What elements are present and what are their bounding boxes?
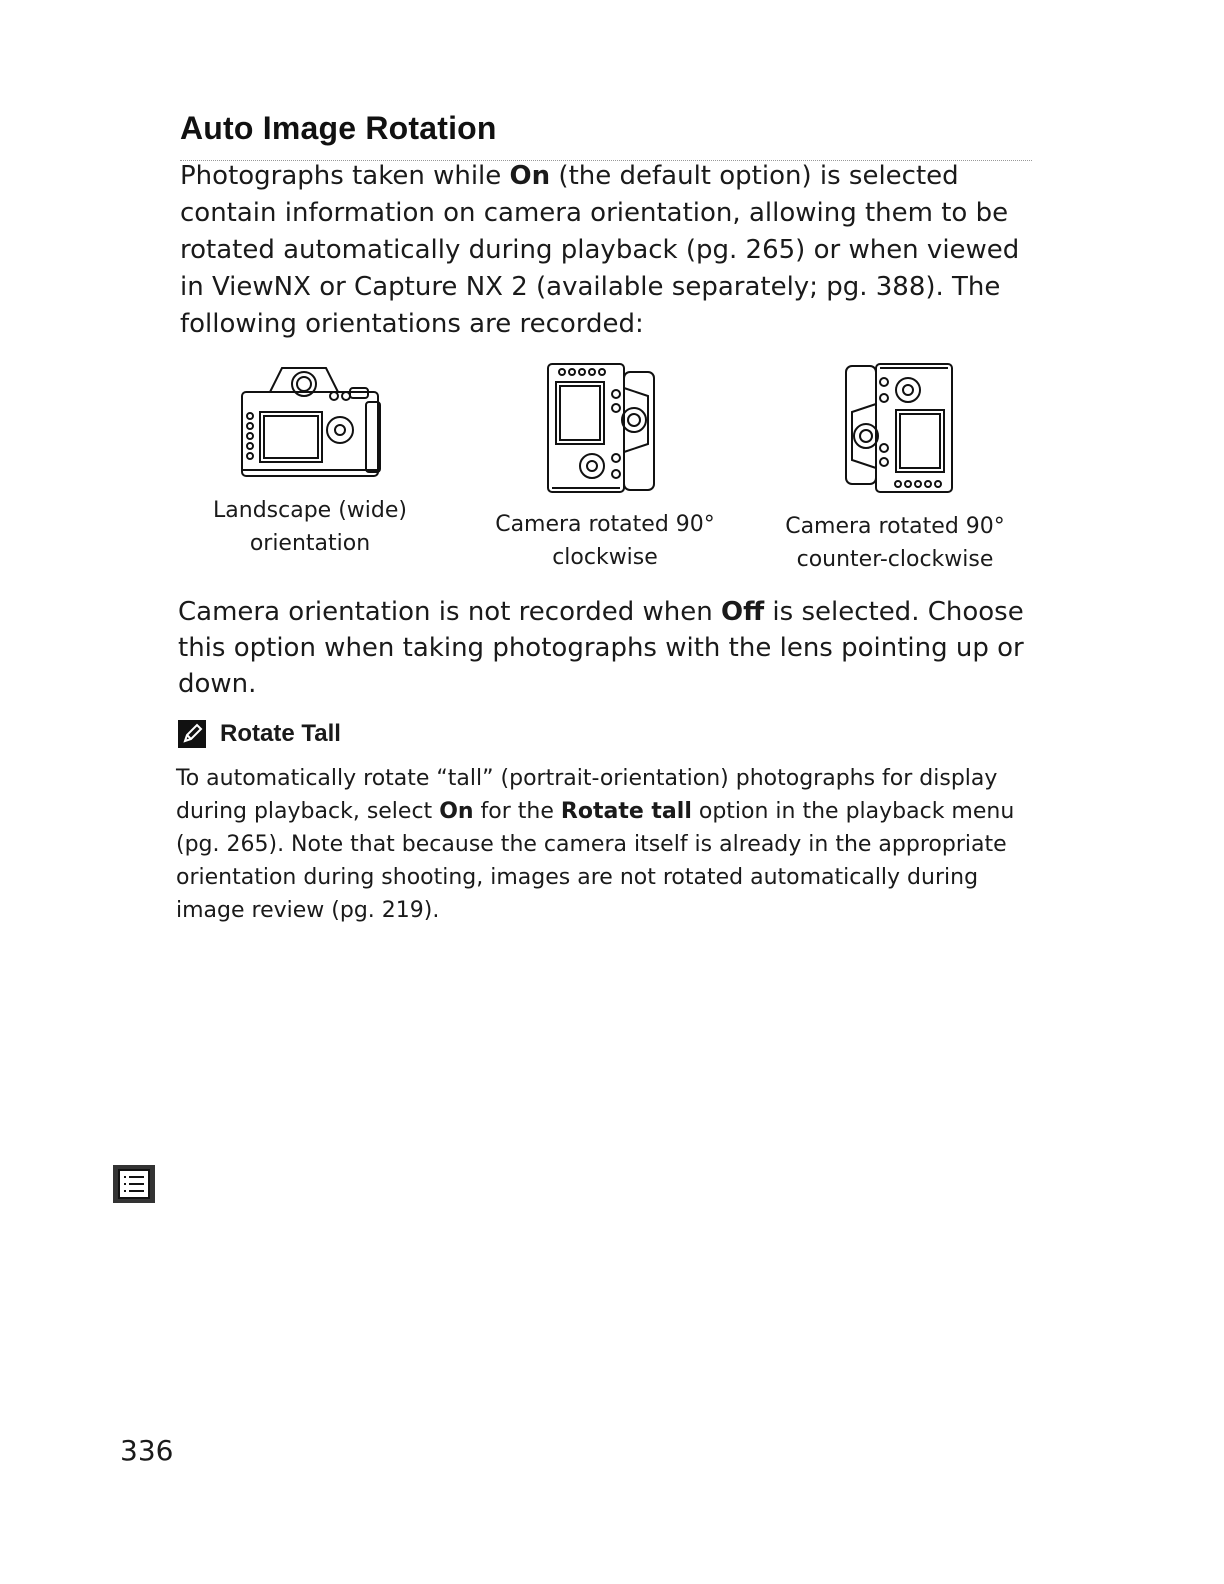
off-option-paragraph: Camera orientation is not recorded when Off is selected. Choose this option when taking photographs with the lens pointing up or down.	[178, 597, 1024, 699]
camera-rotated-counterclockwise-icon	[830, 358, 960, 498]
figure-caption: Landscape (wide) orientation	[213, 498, 407, 556]
note-title: Rotate Tall	[220, 720, 341, 747]
figure-landscape	[160, 358, 460, 560]
figure-rotated-counterclockwise	[745, 358, 1045, 576]
intro-paragraph: Photographs taken while On (the default option) is selected contain information on camera orientation, allowing them to be rotated automatically during playback (pg. 265) or when viewed in ViewNX or Capture NX 2 (available separately; pg. 388). The following orientations are recorded:	[180, 161, 1020, 339]
camera-landscape-icon	[230, 358, 390, 482]
figure-caption: Camera rotated 90° counter-clockwise	[785, 514, 1005, 572]
page-number: 336	[120, 1434, 174, 1467]
figure-rotated-clockwise	[455, 358, 755, 574]
menu-list-icon	[112, 1164, 156, 1204]
note-body: To automatically rotate “tall” (portrait-orientation) photographs for display during playback, select On for the Rotate tall option in the playback menu (pg. 265). Note that because the camera itself is already in the appropriate orientation during shooting, images are not rotated automatically during image review (pg. 219).	[176, 766, 1015, 923]
note-heading	[178, 720, 341, 748]
section-title: Auto Image Rotation	[180, 110, 497, 146]
figure-caption: Camera rotated 90° clockwise	[495, 512, 715, 570]
pencil-note-icon	[178, 720, 206, 748]
camera-rotated-clockwise-icon	[540, 358, 670, 496]
